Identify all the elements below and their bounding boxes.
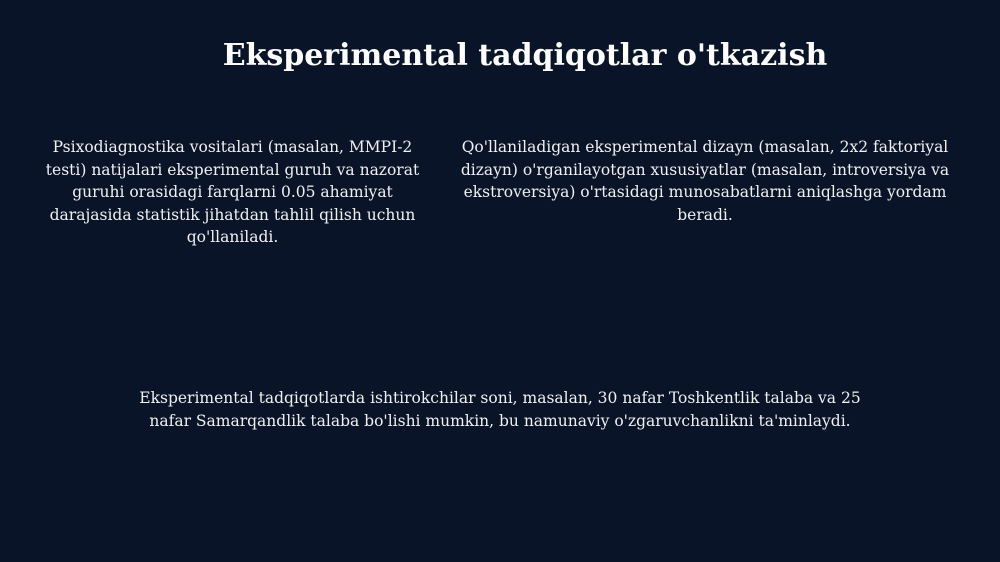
text-block-experimental-design: Qo'llaniladigan eksperimental dizayn (masalan, 2x2 faktoriyal dizayn) o'rganilayotgan xususiyatlar (masalan, introversiya va ekstroversiya) o'rtasidagi munosabatlarni aniqlashga yordam beradi.: [460, 138, 950, 224]
slide-title: Eksperimental tadqiqotlar o'tkazish: [222, 38, 828, 73]
text-block-psychodiagnostics: Psixodiagnostika vositalari (masalan, MMPI-2 testi) natijalari eksperimental guruh va nazorat guruhi orasidagi farqlarni 0.05 ahamiyat darajasida statistik jihatdan tahlil qilish uchun qo'llaniladi.: [45, 138, 420, 246]
text-block-participants: Eksperimental tadqiqotlarda ishtirokchilar soni, masalan, 30 nafar Toshkentlik talaba va 25 nafar Samarqandlik talaba bo'lishi mumkin, bu namunaviy o'zgaruvchanlikni ta'minlaydi.: [139, 389, 861, 430]
